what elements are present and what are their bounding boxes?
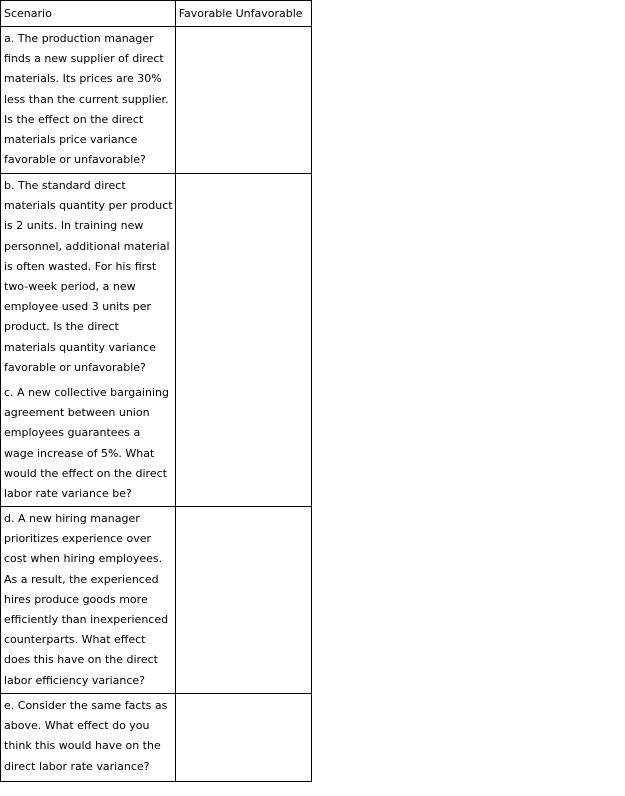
table-row [1,27,312,174]
favorable-unfavorable-header: Favorable Unfavorable [175,1,311,27]
scenario-bc-cell [1,174,176,507]
scenario-bc-answer-cell[interactable] [175,174,311,507]
table-row [1,174,312,507]
scenario-c-text: c. A new collective bargaining agreement between union employees guarantees a wage increase of 5%. What would the effect on the direct labor rate variance be? [4,386,169,501]
scenario-header: Scenario [1,1,176,27]
table-row [1,507,312,694]
table-header-row [1,1,312,27]
scenario-e-answer-cell[interactable] [175,694,311,782]
scenario-b-text: b. The standard direct materials quantity per product is 2 units. In training new personnel, additional material is often wasted. For his first two-week period, a new employee used 3 units per product. Is the direct materials quantity variance favorable or unfavorable? [4,179,173,374]
scenario-d-answer-cell[interactable] [175,507,311,694]
scenario-table [0,0,312,782]
scenario-a-text: a. The production manager finds a new supplier of direct materials. Its prices are 30% less than the current supplier. Is the effect on the direct materials price variance favorable or unfavorable? [1,27,176,174]
scenario-e-text: e. Consider the same facts as above. What effect do you think this would have on the direct labor rate variance? [1,694,176,782]
scenario-d-text: d. A new hiring manager prioritizes experience over cost when hiring employees. As a result, the experienced hires produce goods more efficiently than inexperienced counterparts. What effect does this have on the direct labor efficiency variance? [1,507,176,694]
table-row [1,694,312,782]
scenario-a-answer-cell[interactable] [175,27,311,174]
